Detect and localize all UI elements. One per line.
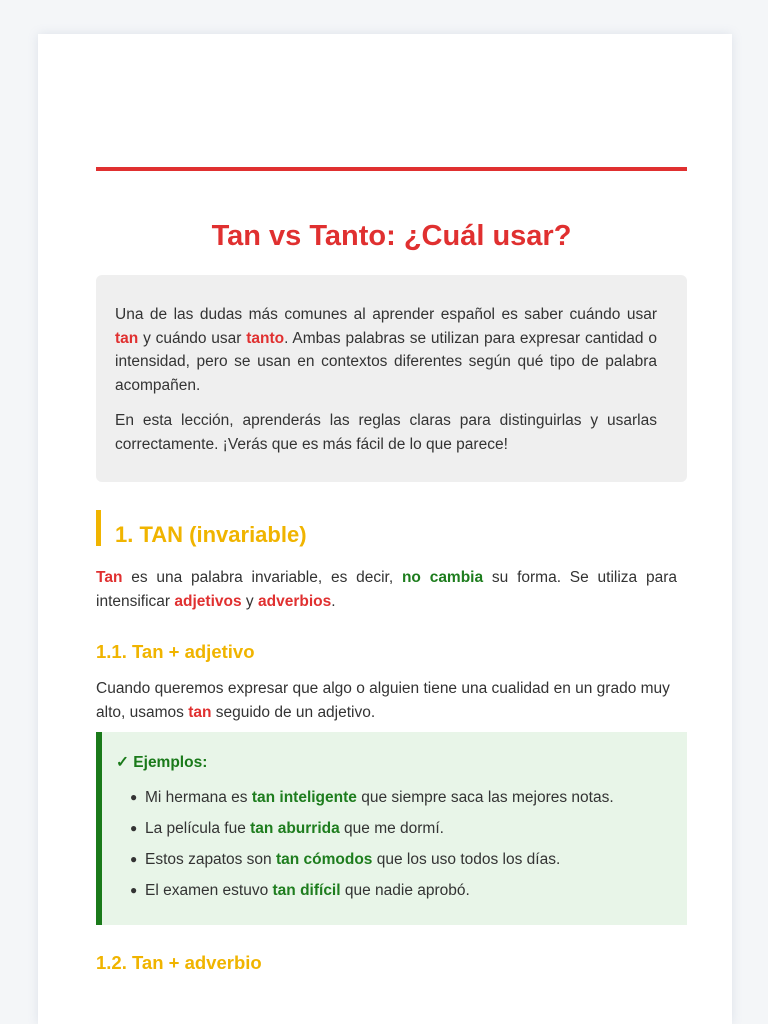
examples-box bbox=[96, 732, 687, 925]
example-highlight: tan cómodos bbox=[275, 851, 373, 868]
bullet-icon: ● bbox=[130, 790, 138, 804]
example-item bbox=[130, 813, 687, 844]
paragraph-text: es una palabra invariable, es decir, bbox=[122, 569, 402, 586]
keyword-adjetivos: adjetivos bbox=[174, 593, 242, 610]
examples-list bbox=[116, 782, 687, 906]
example-highlight: tan inteligente bbox=[251, 789, 357, 806]
example-item bbox=[130, 782, 687, 813]
example-text: que los uso todos los días. bbox=[372, 851, 561, 868]
keyword-no-cambia: no cambia bbox=[401, 569, 484, 586]
example-text: La película fue bbox=[145, 820, 251, 837]
keyword-tan: tan bbox=[188, 704, 212, 721]
keyword-tan: tan bbox=[115, 329, 139, 347]
example-text: Estos zapatos son bbox=[145, 851, 276, 868]
bullet-icon: ● bbox=[130, 852, 138, 866]
examples-title: ✓ Ejemplos: bbox=[116, 754, 208, 771]
paragraph-text: seguido de un adjetivo. bbox=[211, 704, 376, 721]
intro-paragraph-1 bbox=[115, 303, 657, 397]
bullet-icon: ● bbox=[130, 883, 138, 897]
top-divider bbox=[96, 167, 687, 171]
example-text: que me dormí. bbox=[339, 820, 444, 837]
subsection-tan-adjetivo-paragraph bbox=[96, 677, 687, 725]
example-text: que siempre saca las mejores notas. bbox=[356, 789, 614, 806]
intro-box bbox=[96, 275, 687, 482]
example-text: El examen estuvo bbox=[145, 882, 273, 899]
paragraph-text: su forma. Se utiliza para intensificar bbox=[96, 569, 677, 610]
page-title: Tan vs Tanto: ¿Cuál usar? bbox=[211, 220, 572, 252]
subsection-heading-tan-adverbio: 1.2. Tan + adverbio bbox=[96, 952, 262, 973]
intro-text: Una de las dudas más comunes al aprender español es saber cuándo usar bbox=[115, 306, 657, 323]
document-page bbox=[38, 34, 732, 1024]
intro-paragraph-2: En esta lección, aprenderás las reglas claras para distinguirlas y usarlas correctamente. ¡Verás que es más fácil de lo que parece! bbox=[115, 412, 657, 453]
section-tan-paragraph bbox=[96, 566, 677, 614]
example-item bbox=[130, 875, 687, 906]
keyword-adverbios: adverbios bbox=[257, 593, 332, 610]
intro-text: y cuándo usar bbox=[138, 329, 247, 347]
example-item bbox=[130, 844, 687, 875]
example-highlight: tan aburrida bbox=[250, 820, 340, 837]
section-heading-tan: 1. TAN (invariable) bbox=[96, 510, 307, 546]
keyword-tanto: tanto bbox=[246, 329, 285, 347]
bullet-icon: ● bbox=[130, 821, 138, 835]
example-highlight: tan difícil bbox=[272, 882, 341, 899]
example-text: que nadie aprobó. bbox=[340, 882, 470, 899]
subsection-heading-tan-adjetivo: 1.1. Tan + adjetivo bbox=[96, 641, 255, 662]
paragraph-text: y bbox=[241, 593, 258, 610]
intro-text: . Ambas palabras se utilizan para expresar cantidad o intensidad, pero se usan en contextos diferentes según qué tipo de palabra acompañen. bbox=[115, 329, 657, 394]
paragraph-text: . bbox=[331, 593, 336, 610]
keyword-tan: Tan bbox=[96, 569, 123, 586]
example-text: Mi hermana es bbox=[145, 789, 252, 806]
paragraph-text: Cuando queremos expresar que algo o alguien tiene una cualidad en un grado muy alto, usamos bbox=[96, 680, 670, 721]
